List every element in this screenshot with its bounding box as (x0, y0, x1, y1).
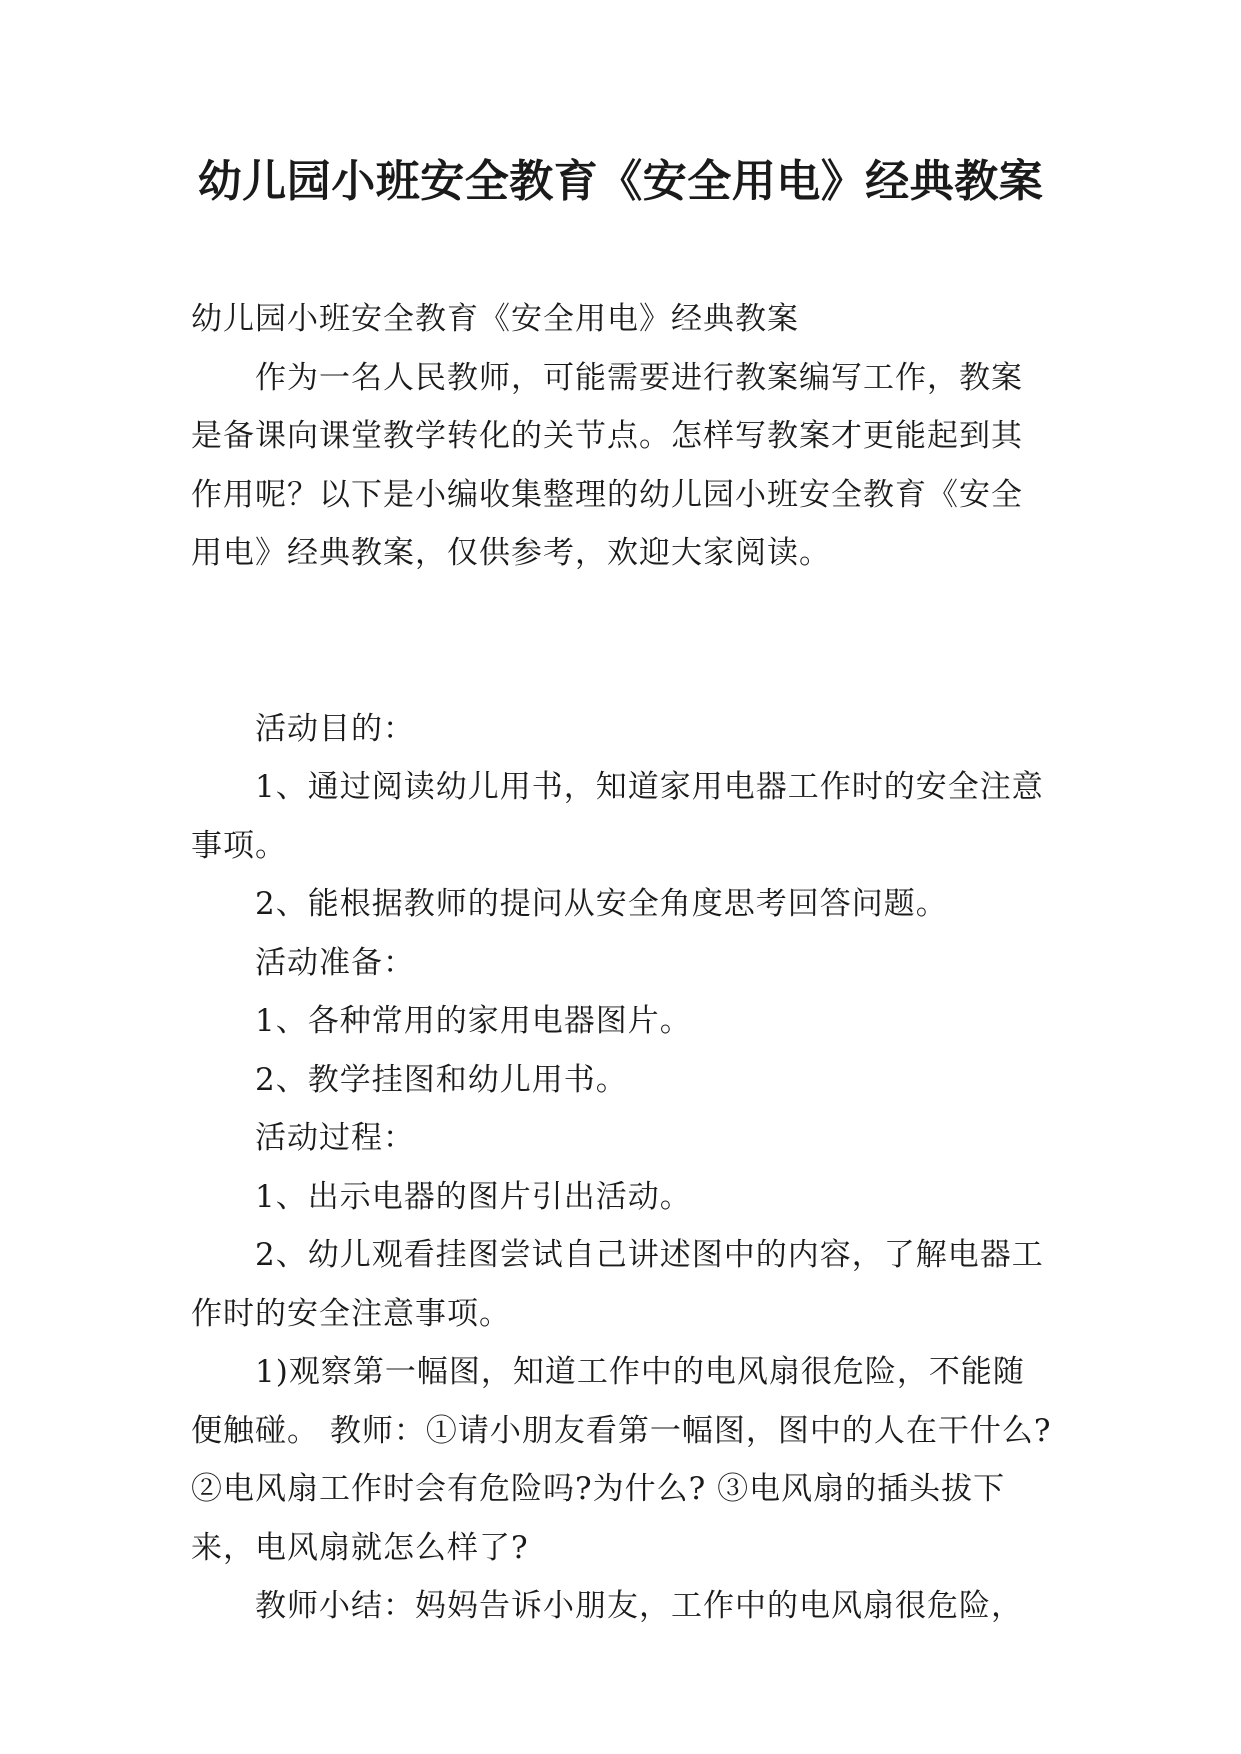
preparation-item-2: 2、教学挂图和幼儿用书。 (255, 1061, 628, 1098)
objective-item-1: 1、通过阅读幼儿用书，知道家用电器工作时的安全注意事项。 (191, 769, 1044, 864)
section-heading-objectives: 活动目的： (255, 710, 415, 747)
paragraph-gap (191, 583, 1053, 700)
objective-item-2: 2、能根据教师的提问从安全角度思考回答问题。 (255, 886, 948, 922)
teacher-summary-paragraph: 教师小结：妈妈告诉小朋友，工作中的电风扇很危险， (255, 1588, 1023, 1624)
preparation-item-1: 1、各种常用的家用电器图片。 (255, 1003, 692, 1039)
process-subitem-1: 1)观察第一幅图，知道工作中的电风扇很危险，不能随便触碰。 教师：①请小朋友看第一幅图，图中的人在干什么? ②电风扇工作时会有危险吗?为什么? ③电风扇的插头拔下来，电风扇就怎么样了? (191, 1354, 1052, 1566)
section-heading-preparation: 活动准备： (255, 944, 415, 981)
subtitle-paragraph: 幼儿园小班安全教育《安全用电》经典教案 (191, 301, 799, 337)
intro-paragraph: 作为一名人民教师，可能需要进行教案编写工作，教案是备课向课堂教学转化的关节点。怎样写教案才更能起到其作用呢？以下是小编收集整理的幼儿园小班安全教育《安全用电》经典教案，仅供参考，欢迎大家阅读。 (191, 359, 1023, 571)
process-item-2: 2、幼儿观看挂图尝试自己讲述图中的内容，了解电器工作时的安全注意事项。 (191, 1237, 1044, 1332)
section-heading-process: 活动过程： (255, 1120, 415, 1156)
process-item-1: 1、出示电器的图片引出活动。 (255, 1178, 692, 1215)
document-body (191, 290, 1053, 1636)
document-title: 幼儿园小班安全教育《安全用电》经典教案 (197, 156, 1044, 207)
